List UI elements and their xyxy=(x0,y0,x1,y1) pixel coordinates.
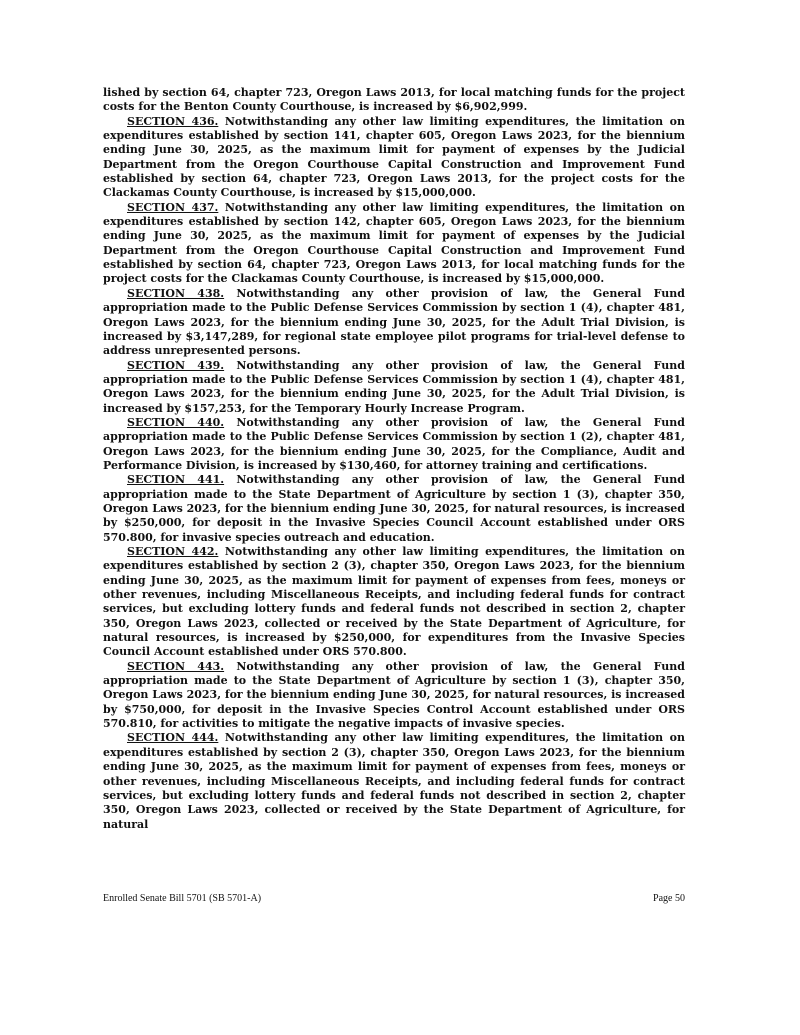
section-441 xyxy=(103,473,685,545)
section-444 xyxy=(103,731,685,831)
section-label: SECTION 442. xyxy=(127,545,219,558)
bill-identifier: Enrolled Senate Bill 5701 (SB 5701-A) xyxy=(103,893,262,904)
continuation-paragraph: lished by section 64, chapter 723, Oregon Laws 2013, for local matching funds for the project costs for the Benton County Courthouse, is increased by $6,902,999. xyxy=(103,86,685,114)
section-443 xyxy=(103,660,685,732)
section-label: SECTION 439. xyxy=(127,358,225,372)
section-text: Notwithstanding any other law limiting expenditures, the limitation on expenditures established by section 2 (3), chapter 350, Oregon Laws 2023, for the biennium ending June 30, 2025, as the maximum limit for payment of expenses from fees, moneys or other revenues, including Miscellaneous Receipts, and including federal funds for contract services, but excluding lottery funds and federal funds not described in section 2, chapter 350, Oregon Laws 2023, collected or received by the State Department of Agriculture, for natural resources, is increased by $250,000, for expenditures from the Invasive Species Council Account established under ORS 570.800. xyxy=(103,545,685,659)
section-text: Notwithstanding any other provision of law, the General Fund appropriation made to the Public Defense Services Commission by section 1 (2), chapter 481, Oregon Laws 2023, for the biennium ending June 30, 2025, for the Compliance, Audit and Performance Division, is increased by $130,460, for attorney training and certifications. xyxy=(103,415,685,472)
section-436 xyxy=(103,115,685,201)
section-label: SECTION 436. xyxy=(127,114,219,128)
section-437 xyxy=(103,201,685,287)
section-text: Notwithstanding any other provision of law, the General Fund appropriation made to the Public Defense Services Commission by section 1 (4), chapter 481, Oregon Laws 2023, for the biennium ending June 30, 2025, for the Adult Trial Division, is increased by $157,253, for the Temporary Hourly Increase Program. xyxy=(103,358,685,415)
section-label: SECTION 440. xyxy=(127,415,225,429)
page-number: Page 50 xyxy=(653,893,685,904)
section-text: Notwithstanding any other law limiting expenditures, the limitation on expenditures established by section 2 (3), chapter 350, Oregon Laws 2023, for the biennium ending June 30, 2025, as the maximum limit for payment of expenses from fees, moneys or other revenues, including Miscellaneous Receipts, and including federal funds for contract services, but excluding lottery funds and federal funds not described in section 2, chapter 350, Oregon Laws 2023, collected or received by the State Department of Agriculture, for natural xyxy=(103,731,685,831)
document-body xyxy=(103,86,685,832)
page-footer xyxy=(103,893,685,904)
section-label: SECTION 441. xyxy=(127,473,225,487)
section-440 xyxy=(103,416,685,473)
section-438 xyxy=(103,287,685,359)
section-text: Notwithstanding any other provision of law, the General Fund appropriation made to the Public Defense Services Commission by section 1 (4), chapter 481, Oregon Laws 2023, for the biennium ending June 30, 2025, for the Adult Trial Division, is increased by $3,147,289, for regional state employee pilot programs for trial-level defense to address unrepresented persons. xyxy=(103,286,685,358)
section-text: Notwithstanding any other provision of law, the General Fund appropriation made to the State Department of Agriculture by section 1 (3), chapter 350, Oregon Laws 2023, for the biennium ending June 30, 2025, for natural resources, is increased by $750,000, for deposit in the Invasive Species Control Account established under ORS 570.810, for activities to mitigate the negative impacts of invasive species. xyxy=(103,659,685,731)
section-text: Notwithstanding any other law limiting expenditures, the limitation on expenditures established by section 141, chapter 605, Oregon Laws 2023, for the biennium ending June 30, 2025, as the maximum limit for payment of expenses by the Judicial Department from the Oregon Courthouse Capital Construction and Improvement Fund established by section 64, chapter 723, Oregon Laws 2013, for the project costs for the Clackamas County Courthouse, is increased by $15,000,000. xyxy=(103,114,685,200)
section-442 xyxy=(103,545,685,660)
section-label: SECTION 437. xyxy=(127,200,219,214)
section-439 xyxy=(103,359,685,416)
section-text: Notwithstanding any other provision of law, the General Fund appropriation made to the State Department of Agriculture by section 1 (3), chapter 350, Oregon Laws 2023, for the biennium ending June 30, 2025, for natural resources, is increased by $250,000, for deposit in the Invasive Species Council Account established under ORS 570.800, for invasive species outreach and education. xyxy=(103,473,685,544)
section-label: SECTION 438. xyxy=(127,286,225,300)
section-label: SECTION 444. xyxy=(127,731,219,745)
section-text: Notwithstanding any other law limiting expenditures, the limitation on expenditures established by section 142, chapter 605, Oregon Laws 2023, for the biennium ending June 30, 2025, as the maximum limit for payment of expenses by the Judicial Department from the Oregon Courthouse Capital Construction and Improvement Fund established by section 64, chapter 723, Oregon Laws 2013, for local matching funds for the project costs for the Clackamas County Courthouse, is increased by $15,000,000. xyxy=(103,200,685,286)
section-label: SECTION 443. xyxy=(127,659,225,673)
